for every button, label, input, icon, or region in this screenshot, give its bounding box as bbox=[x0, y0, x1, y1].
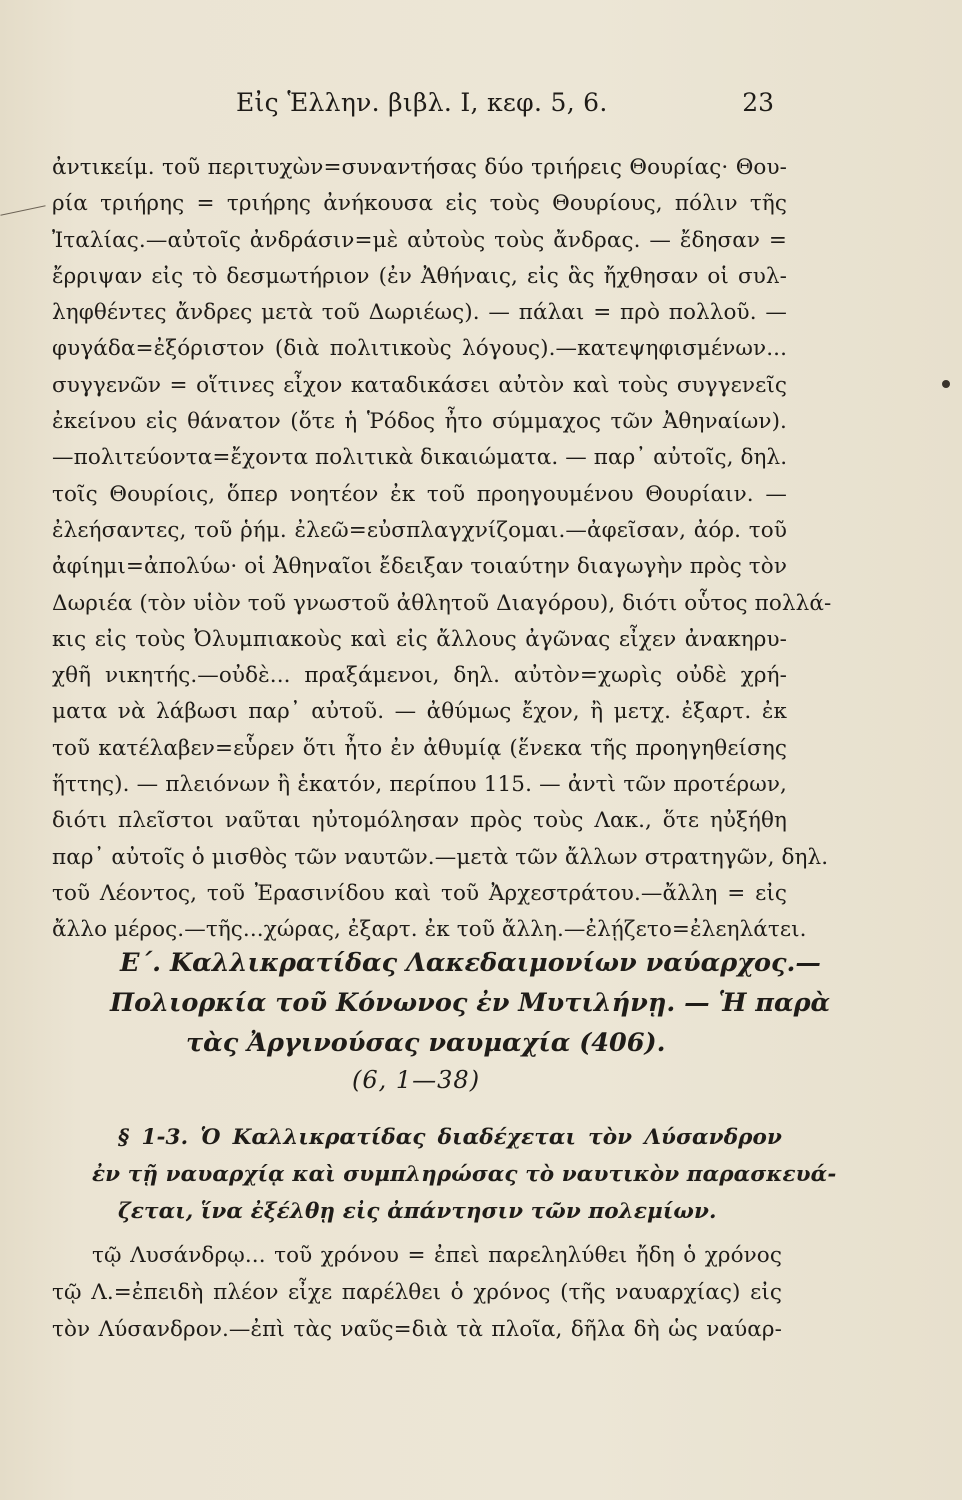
note-line: χθῆ νικητής.—οὐδὲ... πραξάμενοι, δηλ. αὐτὸν=χωρὶς οὐδὲ χρή- bbox=[52, 663, 787, 689]
note-line: ἔρριψαν εἰς τὸ δεσμωτήριον (ἐν Ἀθήναις, εἰς ἃς ἤχθησαν οἱ συλ- bbox=[52, 263, 787, 289]
note-line: Ἰταλίας.—αὐτοῖς ἀνδράσιν=μὲ αὐτοὺς τοὺς ἄνδρας. — ἔδησαν = bbox=[52, 227, 787, 253]
summary-line: ζεται, ἵνα ἐξέλθῃ εἰς ἀπάντησιν τῶν πολεμίων. bbox=[118, 1199, 717, 1224]
running-head bbox=[0, 88, 962, 124]
section-heading-line: Ε΄. Καλλικρατίδας Λακεδαιμονίων ναύαρχος.— bbox=[120, 948, 821, 978]
note-line: τοῦ κατέλαβεν=εὗρεν ὅτι ἦτο ἐν ἀθυμίᾳ (ἕνεκα τῆς προηγηθείσης bbox=[52, 735, 787, 761]
note-line: ληφθέντες ἄνδρες μετὰ τοῦ Δωριέως). — πάλαι = πρὸ πολλοῦ. — bbox=[52, 300, 787, 326]
note-line: τοῦ Λέοντος, τοῦ Ἐρασινίδου καὶ τοῦ Ἀρχεστράτου.—ἄλλη = εἰς bbox=[52, 880, 787, 906]
note-line: Δωριέα (τὸν υἱὸν τοῦ γνωστοῦ ἀθλητοῦ Διαγόρου), διότι οὗτος πολλά- bbox=[52, 590, 832, 616]
section-heading-line: Πολιορκία τοῦ Κόνωνος ἐν Μυτιλήνῃ. — Ἡ παρὰ bbox=[110, 988, 831, 1018]
note-line: διότι πλεῖστοι ναῦται ηὐτομόλησαν πρὸς τοὺς Λακ., ὅτε ηὐξήθη bbox=[52, 808, 787, 834]
running-title: Εἰς Ἑλλην. βιβλ. I, κεφ. 5, 6. bbox=[236, 88, 608, 117]
note-line: κις εἰς τοὺς Ὀλυμπιακοὺς καὶ εἰς ἄλλους ἀγῶνας εἶχεν ἀνακηρυ- bbox=[52, 626, 787, 652]
commentary-notes bbox=[52, 150, 832, 949]
paragraph-summary bbox=[92, 1119, 837, 1230]
body-line: τὸν Λύσανδρον.—ἐπὶ τὰς ναῦς=διὰ τὰ πλοῖα, δῆλα δὴ ὡς ναύαρ- bbox=[52, 1317, 782, 1342]
note-line: παρ᾽ αὐτοῖς ὁ μισθὸς τῶν ναυτῶν.—μετὰ τῶν ἄλλων στρατηγῶν, δηλ. bbox=[52, 844, 829, 870]
page-number: 23 bbox=[742, 88, 774, 117]
note-line: ματα νὰ λάβωσι παρ᾽ αὐτοῦ. — ἀθύμως ἔχον, ἢ μετχ. ἐξαρτ. ἐκ bbox=[52, 699, 787, 725]
note-line: φυγάδα=ἐξόριστον (διὰ πολιτικοὺς λόγους).—κατεψηφισμένων... bbox=[52, 336, 787, 362]
margin-pencil-stroke bbox=[0, 205, 45, 216]
section-heading-line: τὰς Ἀργινούσας ναυμαχία (406). bbox=[186, 1028, 666, 1058]
note-line: ἀντικείμ. τοῦ περιτυχὼν=συναντήσας δύο τριήρεις Θουρίας· Θου- bbox=[52, 155, 787, 180]
body-line: τῷ Λυσάνδρῳ... τοῦ χρόνου = ἐπεὶ παρεληλύθει ἤδη ὁ χρόνος bbox=[92, 1243, 782, 1268]
section-heading bbox=[110, 943, 831, 1063]
summary-line: ἐν τῇ ναυαρχίᾳ καὶ συμπληρώσας τὸ ναυτικὸν παρασκευά- bbox=[92, 1162, 837, 1187]
chapter-reference: (6, 1—38) bbox=[352, 1066, 481, 1094]
note-line: —πολιτεύοντα=ἔχοντα πολιτικὰ δικαιώματα. — παρ᾽ αὐτοῖς, δηλ. bbox=[52, 445, 788, 471]
note-line: ρία τριήρης = τριήρης ἀνήκουσα εἰς τοὺς Θουρίους, πόλιν τῆς bbox=[52, 191, 787, 217]
summary-line: § 1-3. Ὁ Καλλικρατίδας διαδέχεται τὸν Λύσανδρον bbox=[118, 1125, 782, 1150]
note-line: ἄλλο μέρος.—τῆς...χώρας, ἐξαρτ. ἐκ τοῦ ἄλλη.—ἐλῄζετο=ἐλεηλάτει. bbox=[52, 917, 807, 943]
note-line: τοῖς Θουρίοις, ὅπερ νοητέον ἐκ τοῦ προηγουμένου Θουρίαιν. — bbox=[52, 481, 787, 507]
margin-ink-dot bbox=[942, 380, 950, 388]
commentary-body bbox=[52, 1237, 782, 1348]
note-line: συγγενῶν = οἵτινες εἶχον καταδικάσει αὐτὸν καὶ τοὺς συγγενεῖς bbox=[52, 372, 787, 398]
body-line: τῷ Λ.=ἐπειδὴ πλέον εἶχε παρέλθει ὁ χρόνος (τῆς ναυαρχίας) εἰς bbox=[52, 1280, 782, 1305]
note-line: ἥττης). — πλειόνων ἢ ἑκατόν, περίπου 115. — ἀντὶ τῶν προτέρων, bbox=[52, 772, 787, 798]
note-line: ἐλεήσαντες, τοῦ ῥήμ. ἐλεῶ=εὐσπλαγχνίζομαι.—ἀφεῖσαν, ἀόρ. τοῦ bbox=[52, 517, 787, 543]
note-line: ἀφίημι=ἀπολύω· οἱ Ἀθηναῖοι ἔδειξαν τοιαύτην διαγωγὴν πρὸς τὸν bbox=[52, 554, 787, 580]
note-line: ἐκείνου εἰς θάνατον (ὅτε ἡ Ῥόδος ἦτο σύμμαχος τῶν Ἀθηναίων). bbox=[52, 409, 787, 435]
